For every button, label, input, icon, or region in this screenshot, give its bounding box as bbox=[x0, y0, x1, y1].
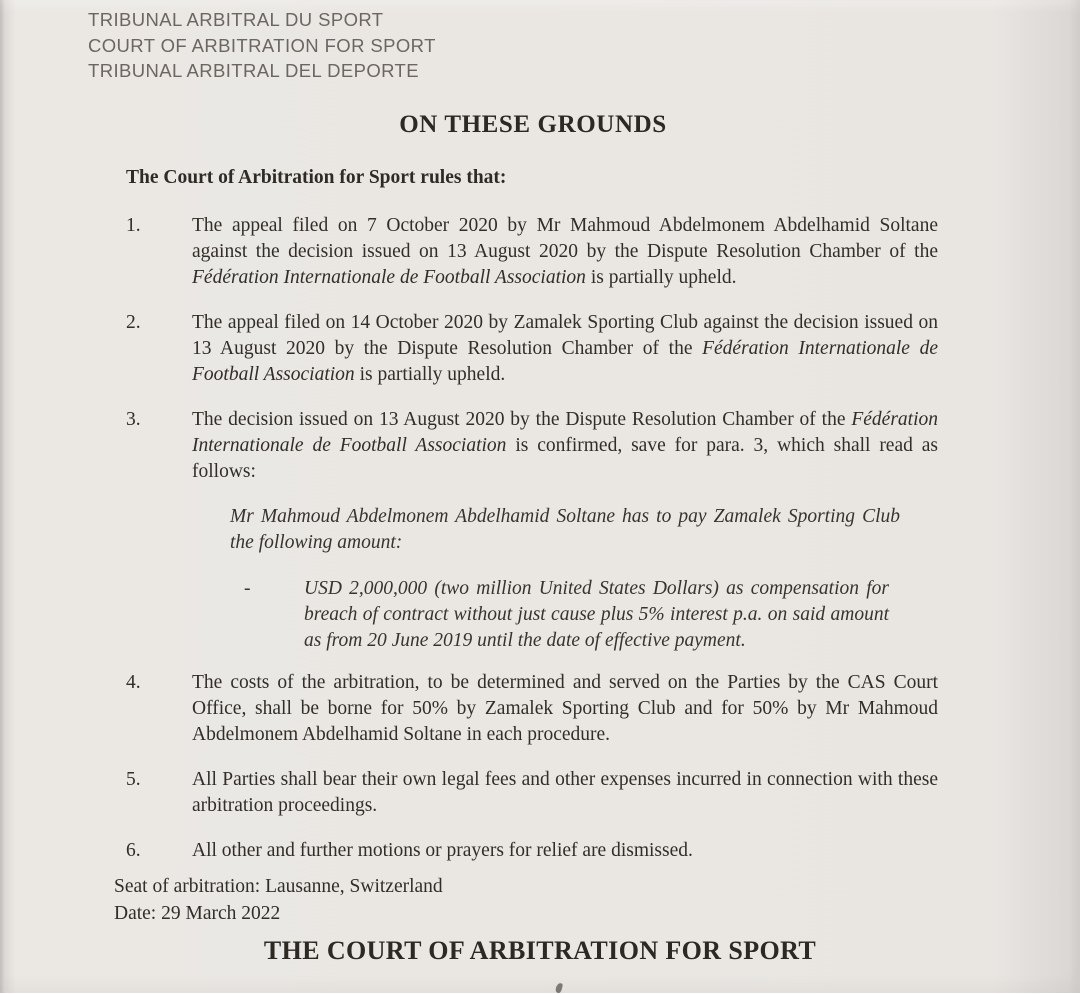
ruling-text: All Parties shall bear their own legal fees and other expenses incurred in connection with these arbitration proceedings. bbox=[192, 769, 938, 816]
bullet-text: USD 2,000,000 (two million United States Dollars) as compensation for breach of contract without just cause plus 5% interest p.a. on said amount as from 20 June 2019 until the date of effective payment. bbox=[304, 578, 889, 651]
ruling-item-3 bbox=[126, 407, 938, 485]
amended-paragraph-bullet bbox=[244, 576, 889, 654]
letterhead-line-french: TRIBUNAL ARBITRAL DU SPORT bbox=[88, 9, 384, 30]
ruling-item-5 bbox=[126, 767, 938, 819]
ruling-item-2 bbox=[126, 310, 938, 388]
decision-date: Date: 29 March 2022 bbox=[114, 902, 281, 924]
letterhead-line-english: COURT OF ARBITRATION FOR SPORT bbox=[88, 34, 436, 56]
rulings-list bbox=[126, 213, 938, 883]
ruling-number: 2. bbox=[126, 312, 141, 333]
ruling-number: 6. bbox=[126, 840, 141, 861]
ruling-text: The appeal filed on 7 October 2020 by Mr Mahmoud Abdelmonem Abdelhamid Soltane against the decision issued on 13 August 2020 by the Dispute Resolution Chamber of the Fédération Internationale de Football Association is partially upheld. bbox=[192, 215, 938, 288]
ruling-item-4 bbox=[126, 670, 938, 748]
ruling-text: The decision issued on 13 August 2020 by the Dispute Resolution Chamber of the Fédération Internationale de Football Association is confirmed, save for para. 3, which shall read as follows: bbox=[192, 409, 938, 482]
ruling-number: 5. bbox=[126, 769, 141, 790]
ruling-text: The appeal filed on 14 October 2020 by Zamalek Sporting Club against the decision issued on 13 August 2020 by the Dispute Resolution Chamber of the Fédération Internationale de Football Association is partially upheld. bbox=[192, 312, 938, 385]
section-heading: ON THESE GROUNDS bbox=[399, 111, 667, 138]
signature-stroke-mark bbox=[555, 982, 563, 993]
amended-paragraph-lead: Mr Mahmoud Abdelmonem Abdelhamid Soltane has to pay Zamalek Sporting Club the following amount: bbox=[230, 506, 900, 553]
ruling-text: All other and further motions or prayers for relief are dismissed. bbox=[192, 840, 693, 861]
ruling-number: 1. bbox=[126, 215, 141, 236]
letterhead bbox=[88, 7, 436, 84]
closing-heading: THE COURT OF ARBITRATION FOR SPORT bbox=[263, 936, 817, 965]
seat-of-arbitration: Seat of arbitration: Lausanne, Switzerland bbox=[114, 876, 443, 897]
ruling-item-1 bbox=[126, 213, 938, 291]
ruling-number: 3. bbox=[126, 409, 141, 430]
ruling-item-6 bbox=[126, 838, 938, 864]
document-footer bbox=[114, 874, 443, 927]
letterhead-line-spanish: TRIBUNAL ARBITRAL DEL DEPORTE bbox=[88, 60, 419, 81]
bullet-dash-marker: - bbox=[244, 578, 251, 599]
ruling-text: The costs of the arbitration, to be determined and served on the Parties by the CAS Court Office, shall be borne for 50% by Zamalek Sporting Club and for 50% by Mr Mahmoud Abdelmonem Abdelhamid Soltane in each procedure. bbox=[192, 672, 938, 745]
ruling-number: 4. bbox=[126, 672, 141, 693]
ruling-intro: The Court of Arbitration for Sport rules that: bbox=[126, 167, 507, 188]
